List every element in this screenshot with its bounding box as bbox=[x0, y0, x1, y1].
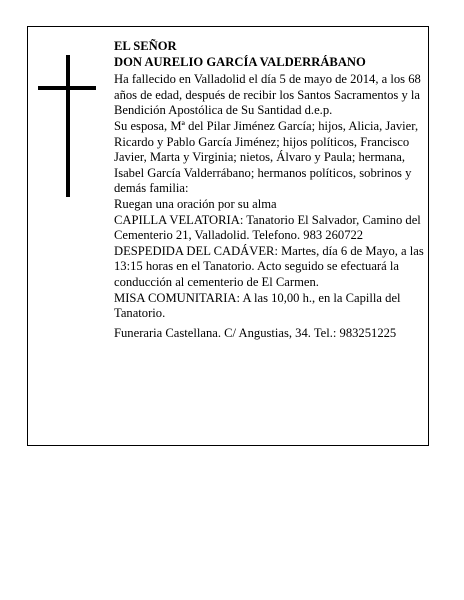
prayer-request: Ruegan una oración por su alma bbox=[114, 196, 277, 211]
cross-vertical-bar bbox=[66, 55, 70, 197]
despedida-del-cadaver: DESPEDIDA DEL CADÁVER: Martes, día 6 de Mayo, a las 13:15 horas en el Tanatorio. Acto seguido se efectuará la conducción al cementerio de El Carmen. bbox=[114, 243, 424, 289]
family-list: Su esposa, Mª del Pilar Jiménez García; hijos, Alicia, Javier, Ricardo y Pablo García Jiménez; hijos políticos, Francisco Javier, Marta y Virginia; nietos, Álvaro y Paula; hermana, Isabel García Valderrábano; hermanos políticos, sobrinos y demás familia: bbox=[114, 118, 419, 196]
funeraria-info: Funeraria Castellana. C/ Angustias, 34. Tel.: 983251225 bbox=[114, 325, 397, 340]
cross-icon bbox=[38, 55, 96, 197]
death-announcement: Ha fallecido en Valladolid el día 5 de mayo de 2014, a los 68 años de edad, después de recibir los Santos Sacramentos y la Bendición Apostólica de Su Santidad d.e.p. bbox=[114, 72, 421, 118]
heading-line-1: EL SEÑOR bbox=[114, 39, 177, 53]
capilla-velatoria: CAPILLA VELATORIA: Tanatorio El Salvador, Camino del Cementerio 21, Valladolid. Telefono. 983 260722 bbox=[114, 212, 421, 243]
obituary-notice bbox=[27, 26, 429, 446]
misa-comunitaria: MISA COMUNITARIA: A las 10,00 h., en la Capilla del Tanatorio. bbox=[114, 290, 401, 321]
cross-horizontal-bar bbox=[38, 86, 96, 90]
deceased-heading bbox=[114, 39, 426, 70]
notice-text bbox=[114, 39, 426, 341]
deceased-name: DON AURELIO GARCÍA VALDERRÁBANO bbox=[114, 54, 366, 69]
